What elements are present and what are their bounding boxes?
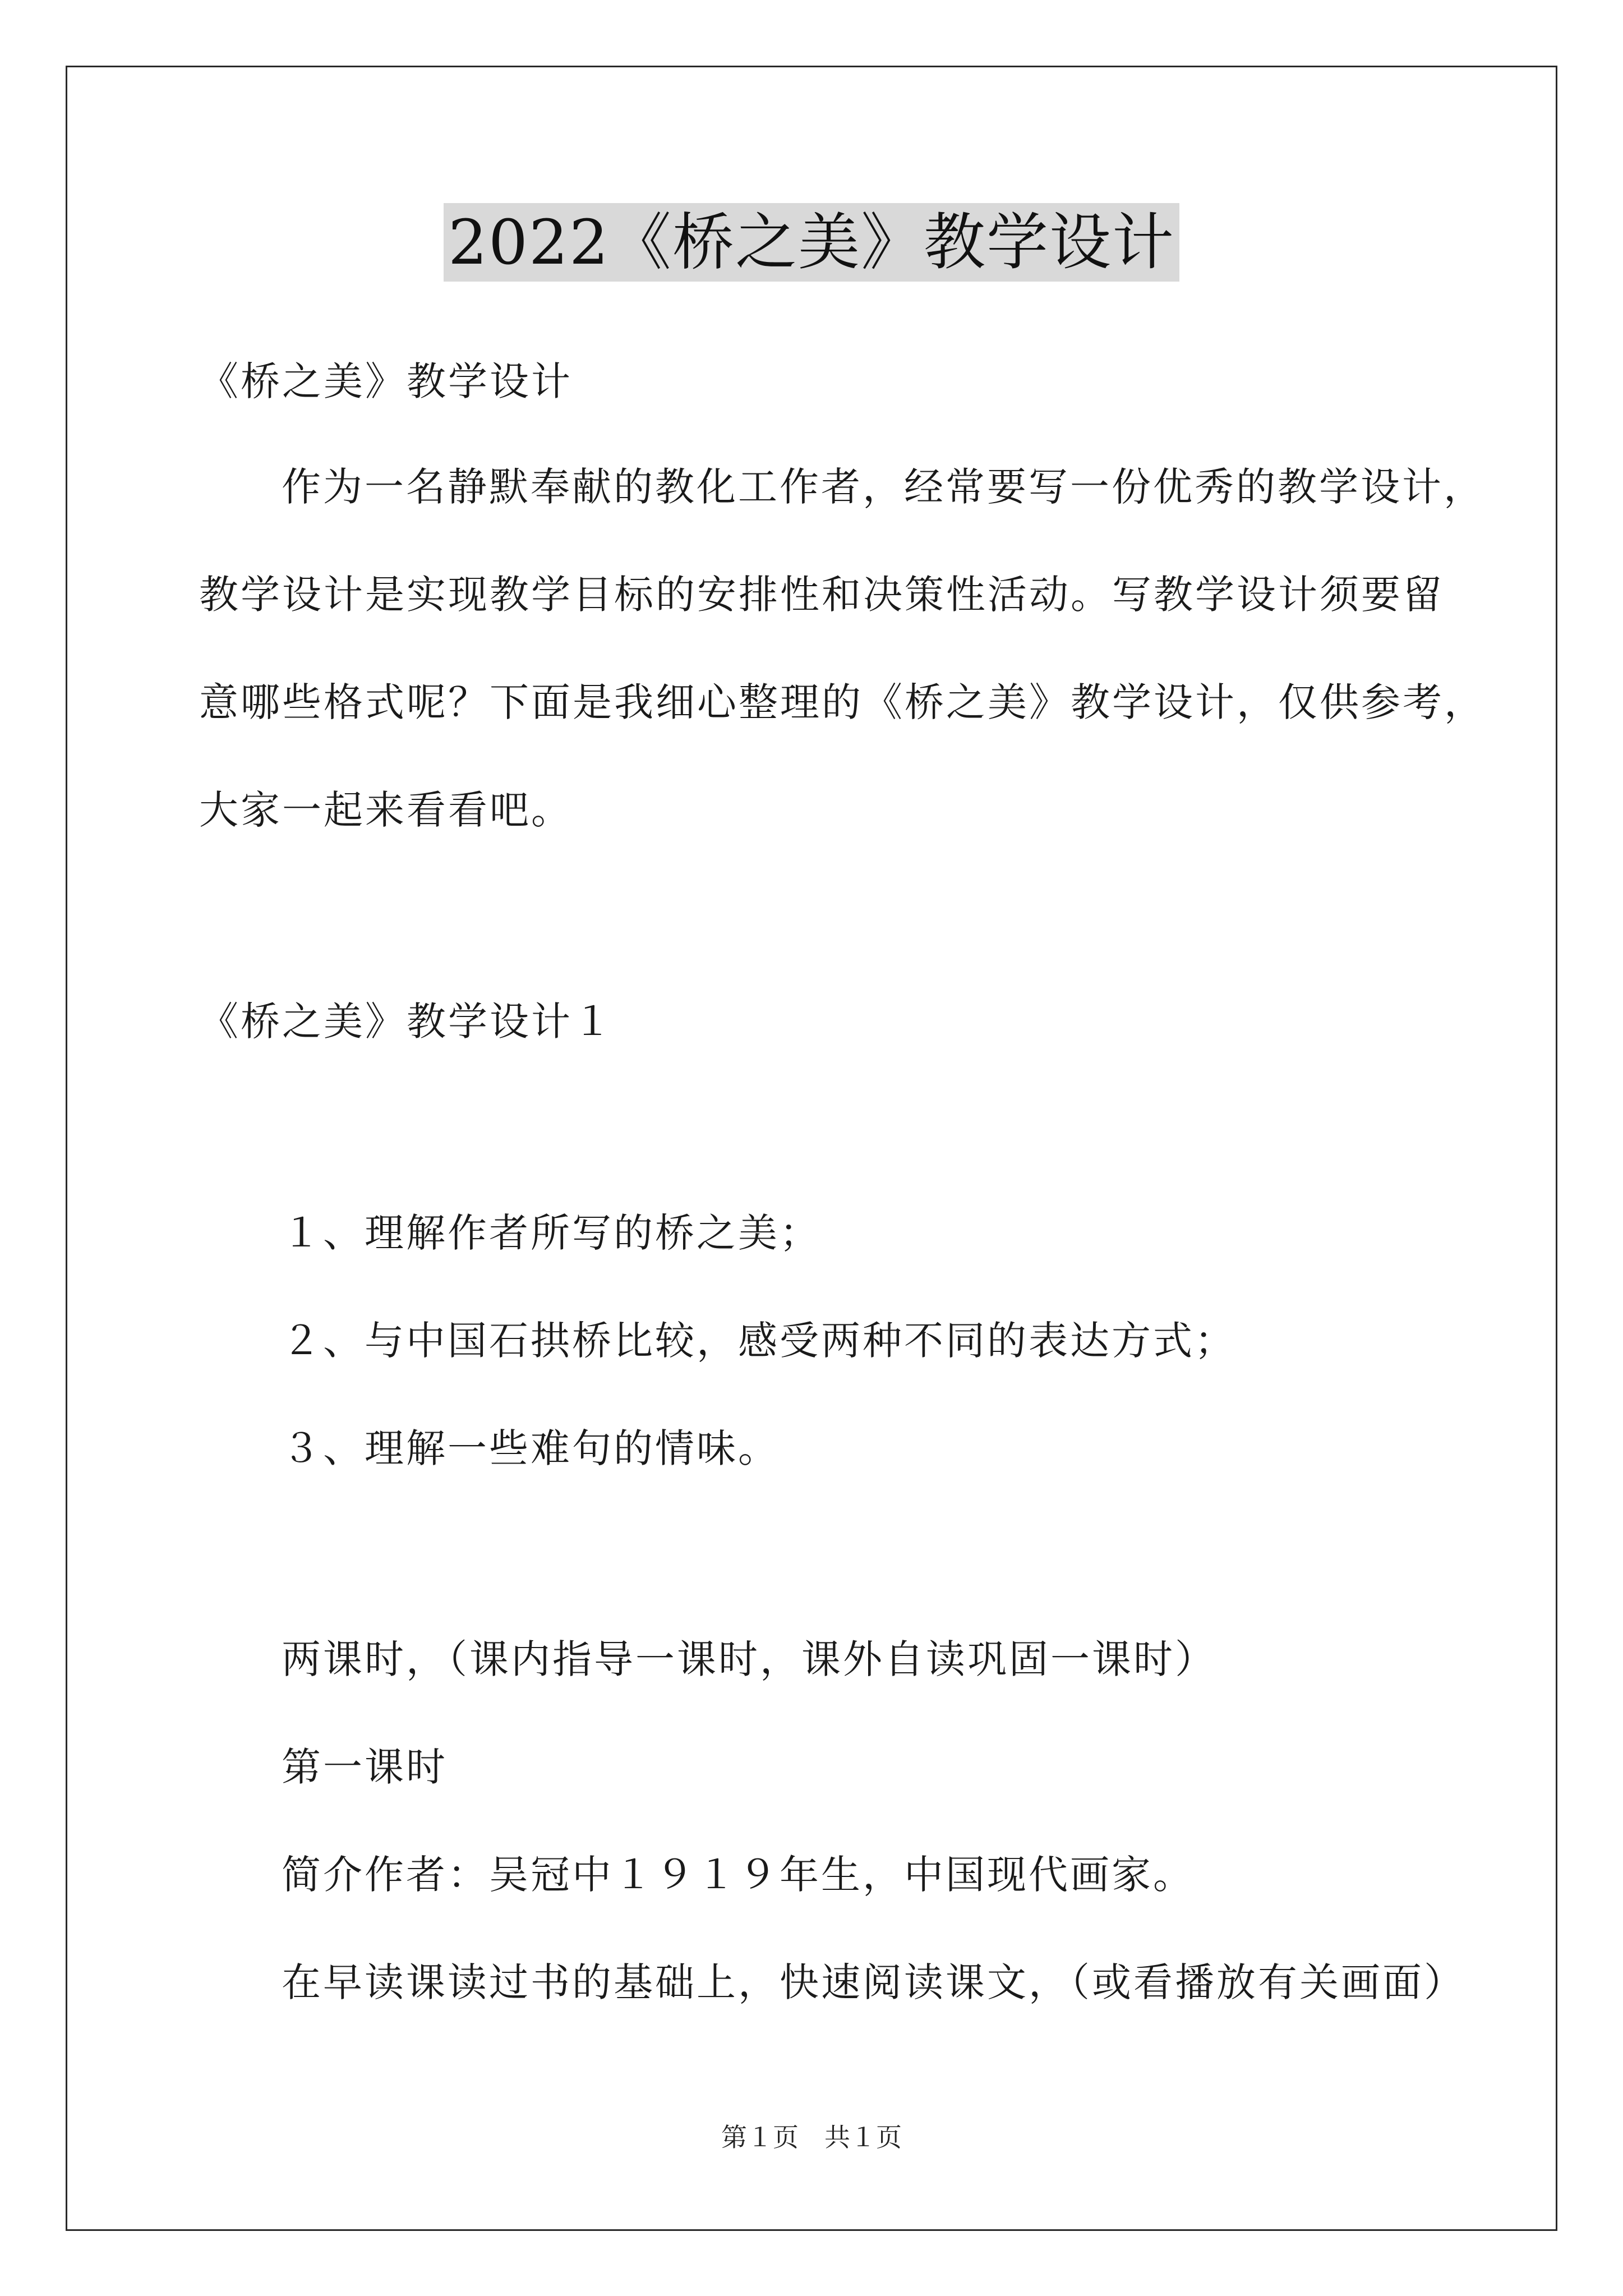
title-container [0, 203, 1623, 282]
goal-item-3: ３、理解一些难句的情味。 [282, 1425, 780, 1471]
goal-item-2: ２、与中国石拱桥比较，感受两种不同的表达方式； [282, 1318, 1236, 1364]
intro-line-1: 作为一名静默奉献的教化工作者，经常要写一份优秀的教学设计， [282, 464, 1485, 510]
lesson-title: 第一课时 [282, 1744, 448, 1790]
section-heading: 《桥之美》教学设计１ [199, 999, 614, 1045]
intro-line-2: 教学设计是实现教学目标的安排性和决策性活动。写教学设计须要留 [199, 572, 1444, 618]
author-intro: 简介作者：吴冠中１９１９年生，中国现代画家。 [282, 1852, 1195, 1898]
goal-item-1: １、理解作者所写的桥之美； [282, 1210, 821, 1256]
schedule-line: 两课时，（课内指导一课时，课外自读巩固一课时） [282, 1636, 1216, 1682]
document-title: 2022《桥之美》教学设计 [444, 203, 1179, 282]
reading-task: 在早读课读过书的基础上，快速阅读课文，（或看播放有关画面） [282, 1959, 1465, 2005]
page-footer: 第１页 共１页 [721, 2122, 902, 2152]
subtitle: 《桥之美》教学设计 [199, 358, 573, 404]
intro-line-3: 意哪些格式呢？下面是我细心整理的《桥之美》教学设计，仅供参考， [199, 679, 1486, 725]
intro-line-4: 大家一起来看看吧。 [199, 787, 573, 833]
